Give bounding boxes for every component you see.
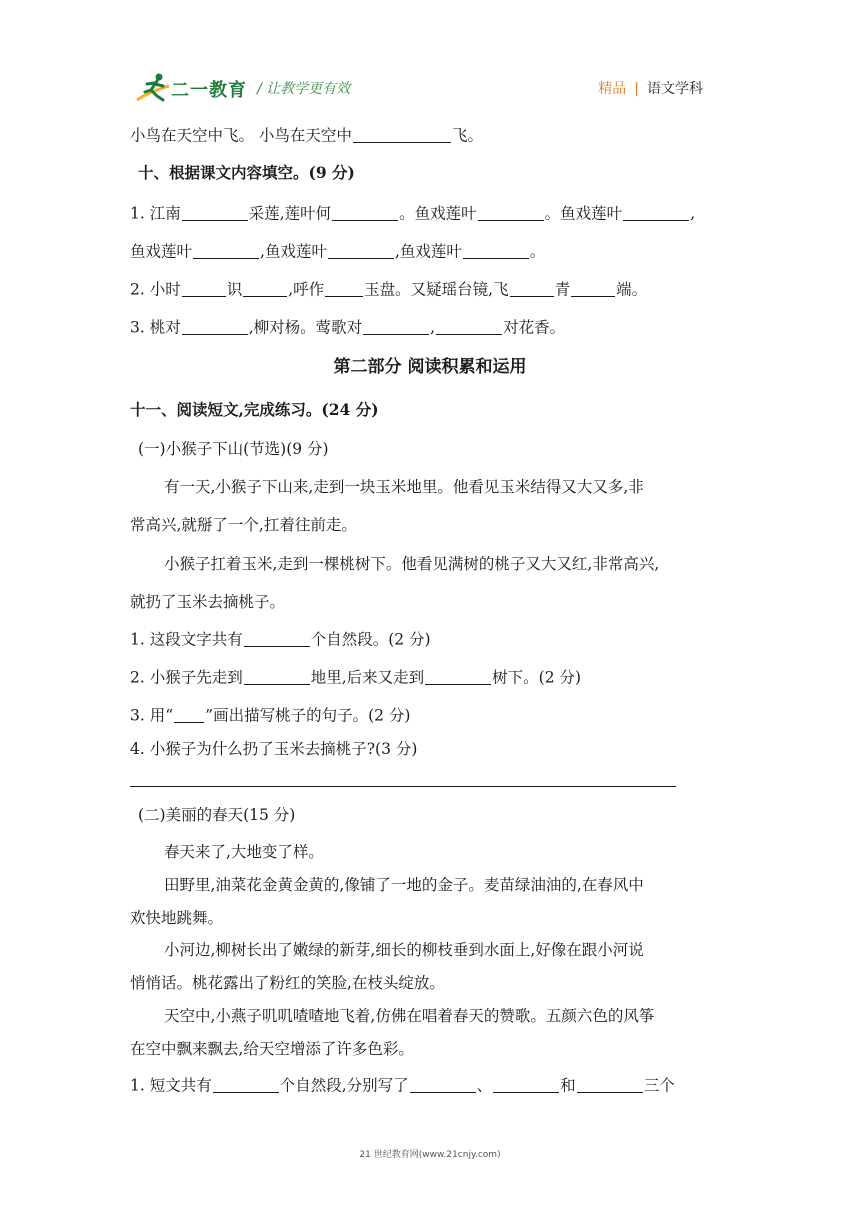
header-separator: |: [634, 81, 639, 97]
text: 树下。(2 分): [492, 668, 582, 687]
text: 。: [529, 242, 546, 261]
passage2-para1: 春天来了,大地变了样。: [164, 843, 324, 861]
text: 1. 江南: [130, 204, 181, 223]
blank: [243, 280, 287, 297]
text: 飞。: [451, 126, 483, 145]
blank: [353, 126, 451, 143]
passage2-para2-line2: 欢快地跳舞。: [130, 909, 224, 927]
q10-line-3: [130, 318, 565, 337]
text: 。鱼戏莲叶: [399, 204, 477, 223]
blank: [510, 280, 554, 297]
q10-heading: 十、根据课文内容填空。(9 分): [138, 163, 355, 182]
passage1-q3: [130, 706, 410, 725]
passage2-para3-line1: 小河边,柳树长出了嫩绿的新芽,细长的柳枝垂到水面上,好像在跟小河说: [164, 941, 644, 959]
q11-heading: 十一、阅读短文,完成练习。(24 分): [130, 400, 379, 419]
passage2-para4-line1: 天空中,小燕子叽叽喳喳地飞着,仿佛在唱着春天的赞歌。五颜六色的风筝: [164, 1007, 655, 1025]
blank: [493, 1076, 559, 1093]
blank: [425, 668, 491, 685]
passage2-para4-line2: 在空中飘来飘去,给天空增添了许多色彩。: [130, 1040, 414, 1058]
blank: [410, 1076, 476, 1093]
text: 和: [560, 1076, 576, 1095]
quality-tag: 精品: [598, 81, 627, 97]
blank: [213, 1076, 279, 1093]
passage1-para2-line2: 就扔了玉米去摘桃子。: [130, 593, 286, 611]
text: 采莲,莲叶何: [248, 204, 332, 223]
subject-tag: 语文学科: [647, 81, 703, 97]
blank: [325, 280, 363, 297]
q10-line-1: [130, 204, 695, 223]
blank: [363, 318, 429, 335]
runner-logo-icon: [135, 72, 175, 104]
text: ,: [430, 318, 436, 337]
passage1-para2-line1: 小猴子扛着玉米,走到一棵桃树下。他看见满树的桃子又大又红,非常高兴,: [164, 555, 660, 573]
text: 鱼戏莲叶: [130, 242, 193, 261]
q10-line-2: [130, 280, 647, 299]
blank: [193, 242, 259, 259]
blank: [463, 242, 529, 259]
blank: [174, 706, 204, 723]
logo: [135, 72, 250, 104]
page-footer: 21 世纪教育网(www.21cnjy.com): [359, 1150, 501, 1160]
text: 2. 小猴子先走到: [130, 668, 243, 687]
logo-text: 二一教育: [171, 80, 247, 101]
blank: [478, 204, 544, 221]
text: 、: [476, 1076, 493, 1095]
blank: [182, 318, 248, 335]
text: 三个: [643, 1076, 675, 1095]
text: 。鱼戏莲叶: [544, 204, 623, 223]
part2-title: 第二部分 阅读积累和运用: [333, 357, 527, 377]
blank: [571, 280, 615, 297]
text: 地里,后来又走到: [310, 668, 425, 687]
blank: [332, 204, 398, 221]
blank: [328, 242, 394, 259]
passage2-para3-line2: 悄悄话。桃花露出了粉红的笑脸,在枝头绽放。: [130, 974, 445, 992]
text: 2. 小时: [130, 280, 181, 299]
text: 玉盘。又疑瑶台镜,飞: [364, 280, 509, 299]
text: ,鱼戏莲叶: [260, 242, 327, 261]
text: 1. 这段文字共有: [130, 630, 243, 649]
passage1-title: (一)小猴子下山(节选)(9 分): [138, 440, 329, 458]
q10-line-1b: [130, 242, 545, 261]
slogan: / 让教学更有效: [257, 81, 351, 97]
passage2-q1: [130, 1076, 675, 1095]
text: ”画出描写桃子的句子。(2 分): [205, 706, 411, 725]
text: 3. 用“: [130, 706, 174, 725]
text: ,鱼戏莲叶: [394, 242, 462, 261]
text: 个自然段。(2 分): [310, 630, 431, 649]
passage1-q4: 4. 小猴子为什么扔了玉米去摘桃子?(3 分): [130, 740, 418, 758]
text: 识: [226, 280, 243, 299]
text: 小鸟在天空中飞。 小鸟在天空中: [130, 126, 352, 145]
page-header: [135, 72, 725, 106]
text: ,柳对杨。莺歌对: [248, 318, 363, 337]
text: 对花香。: [503, 318, 566, 337]
blank: [182, 204, 248, 221]
text: 端。: [616, 280, 648, 299]
passage1-q1: [130, 630, 431, 649]
text: 1. 短文共有: [130, 1076, 212, 1095]
text: ,呼作: [288, 280, 325, 299]
text: ,: [690, 204, 696, 223]
blank: [623, 204, 689, 221]
blank: [577, 1076, 643, 1093]
passage2-title: (二)美丽的春天(15 分): [138, 806, 296, 824]
text: 个自然段,分别写了: [279, 1076, 409, 1095]
header-tags: [598, 78, 703, 98]
passage1-para1-line2: 常高兴,就掰了一个,扛着往前走。: [130, 516, 357, 534]
blank: [244, 630, 310, 647]
passage1-q2: [130, 668, 581, 687]
answer-line: [130, 786, 676, 787]
text: 青: [554, 280, 571, 299]
blank: [244, 668, 310, 685]
passage1-para1-line1: 有一天,小猴子下山来,走到一块玉米地里。他看见玉米结得又大又多,非: [164, 478, 644, 496]
blank: [182, 280, 226, 297]
passage2-para2-line1: 田野里,油菜花金黄金黄的,像铺了一地的金子。麦苗绿油油的,在春风中: [164, 876, 644, 894]
top-sentence: [130, 126, 483, 145]
blank: [436, 318, 502, 335]
text: 3. 桃对: [130, 318, 181, 337]
